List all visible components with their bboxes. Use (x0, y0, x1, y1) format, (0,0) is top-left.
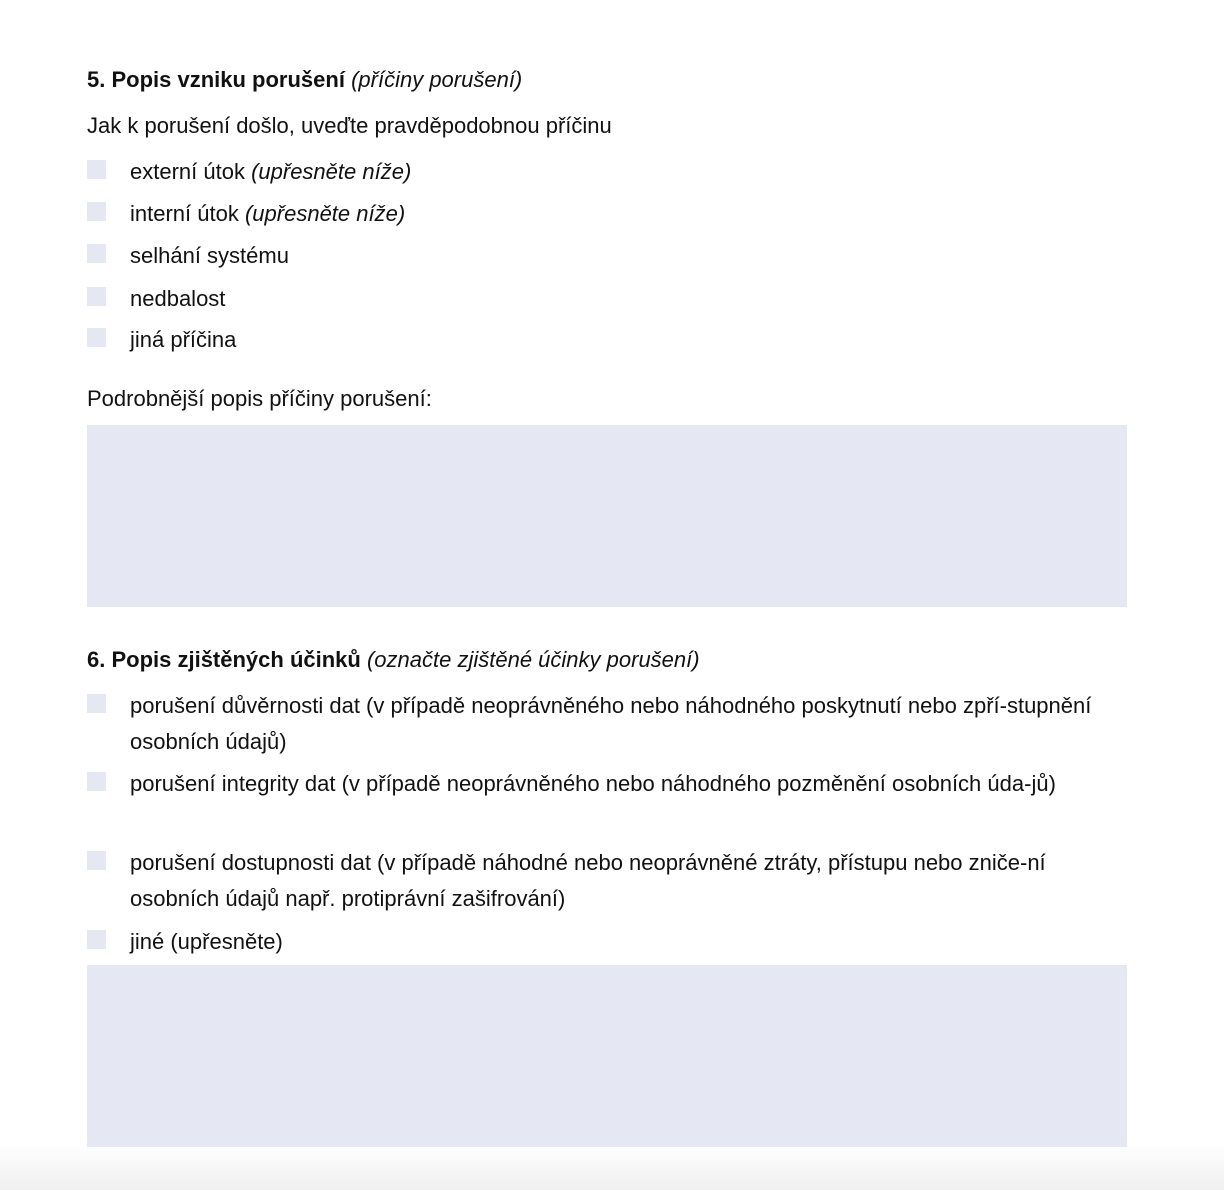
section-5-title: 5. Popis vzniku porušení (87, 67, 345, 92)
checkbox[interactable] (87, 244, 106, 263)
checkbox[interactable] (87, 930, 106, 949)
checkbox[interactable] (87, 694, 106, 713)
checkbox[interactable] (87, 287, 106, 306)
option-label: jiné (upřesněte) (130, 929, 283, 954)
checkbox[interactable] (87, 160, 106, 179)
checkbox[interactable] (87, 772, 106, 791)
checkbox[interactable] (87, 851, 106, 870)
option-label: jiná příčina (130, 327, 237, 352)
checkbox[interactable] (87, 202, 106, 221)
section-5-hint: (příčiny porušení) (351, 67, 523, 92)
option-label: porušení integrity dat (v případě neoprávněného nebo náhodného pozměnění osobních úda-jů) (130, 771, 1056, 796)
option-label: externí útok (upřesněte níže) (130, 159, 412, 184)
effect-other-textarea[interactable] (87, 965, 1127, 1147)
page-bottom-shadow (0, 1142, 1224, 1190)
section-5-heading (87, 66, 522, 94)
option-label: selhání systému (130, 243, 289, 268)
option-label: porušení dostupnosti dat (v případě náhodné nebo neoprávněné ztráty, přístupu nebo zniče-ní osobních údajů např. protiprávní zašifrování) (130, 850, 1046, 911)
option-label: porušení důvěrnosti dat (v případě neoprávněného nebo náhodného poskytnutí nebo zpří-stupnění osobních údajů) (130, 693, 1092, 754)
cause-detail-label: Podrobnější popis příčiny porušení: (87, 386, 432, 411)
cause-detail-textarea[interactable] (87, 425, 1127, 607)
checkbox[interactable] (87, 328, 106, 347)
section-6-hint: (označte zjištěné účinky porušení) (366, 647, 700, 672)
option-label: nedbalost (130, 286, 226, 311)
section-5-question: Jak k porušení došlo, uveďte pravděpodobnou příčinu (87, 113, 612, 138)
section-6-title: 6. Popis zjištěných účinků (87, 647, 361, 672)
option-label: interní útok (upřesněte níže) (130, 201, 406, 226)
section-6-heading (87, 646, 700, 674)
